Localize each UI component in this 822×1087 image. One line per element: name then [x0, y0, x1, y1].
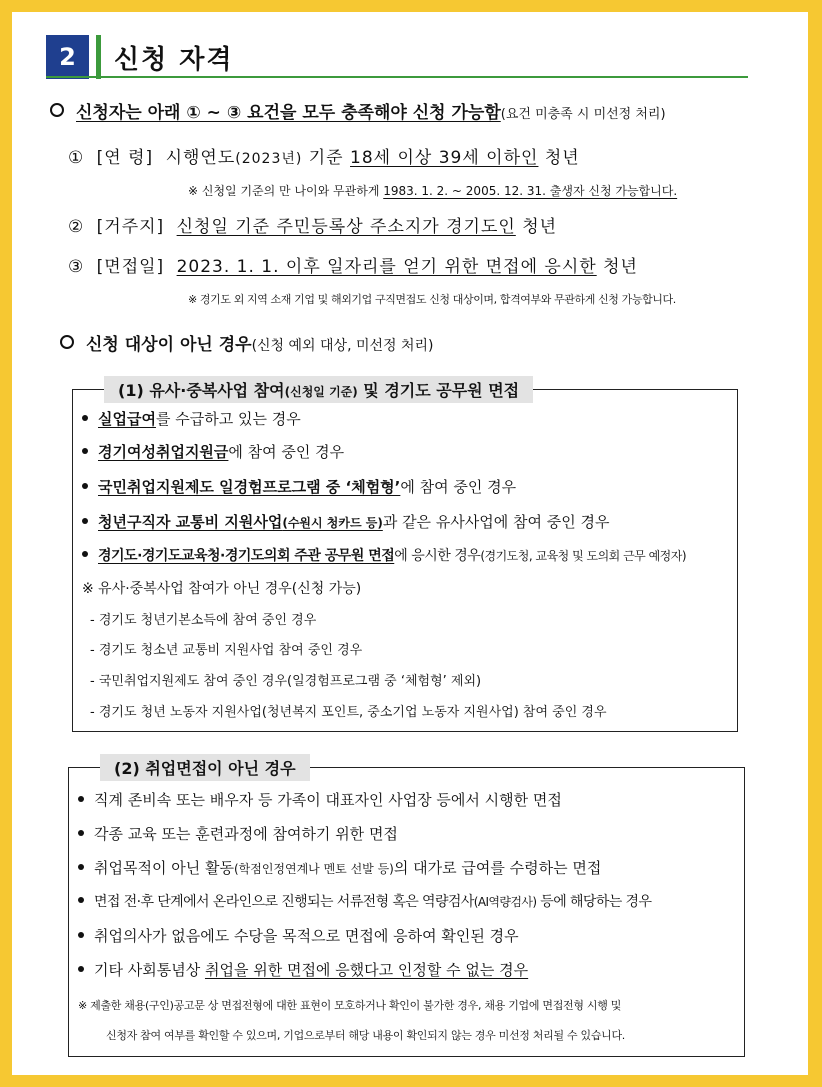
item-bold: 국민취업지원제도 일경험프로그램 중 ‘체험형’: [98, 478, 401, 496]
exclusion-heading: [60, 330, 434, 355]
bullet-icon: [78, 864, 84, 870]
item-text: 등에 해당하는 경우: [536, 894, 652, 910]
box-non-employment-title: (2) 취업면접이 아닌 경우: [100, 754, 310, 781]
dash-item: - 경기도 청소년 교통비 지원사업 참여 중인 경우: [90, 643, 363, 658]
requirement-label: [거주지]: [96, 217, 165, 237]
requirement-text: 청년: [538, 148, 580, 168]
item-bold: 경기여성취업지원금: [98, 443, 229, 461]
requirement-underlined: 2023. 1. 1. 이후 일자리를 얻기 위한 면접에 응시한: [176, 257, 597, 277]
section-divider: [46, 76, 748, 78]
list-item: [82, 476, 516, 497]
list-item: [78, 823, 398, 844]
bullet-icon: [82, 518, 88, 524]
circle-bullet-icon: [50, 103, 64, 117]
section-number: 2: [46, 35, 89, 79]
list-item: [78, 959, 528, 980]
bullet-icon: [82, 551, 88, 557]
section-accent-bar: [96, 35, 101, 79]
item-text: 과 같은 유사사업에 참여 중인 경우: [382, 513, 610, 531]
item-text: 면접 전·후 단계에서 온라인으로 진행되는 서류전형 혹은 역량검사: [94, 894, 474, 910]
item-small: (학점인정연계나 멘토 선발 등): [233, 862, 394, 876]
note-underlined: 1983. 1. 2. ~ 2005. 12. 31. 출생자 신청 가능합니다.: [383, 184, 678, 198]
list-item: [82, 408, 301, 429]
bullet-icon: [78, 932, 84, 938]
item-bold: 경기도·경기도교육청·경기도의회 주관 공무원 면접: [98, 548, 395, 564]
requirement-label: [연 령]: [96, 148, 154, 168]
requirement-text: 시행연도: [165, 148, 236, 168]
section-title: 신청 자격: [114, 45, 234, 75]
note-text: ※ 신청일 기준의 만 나이와 무관하게: [188, 184, 384, 198]
exclusion-note: (신청 예외 대상, 미선정 처리): [251, 338, 434, 354]
requirement-text: 청년: [515, 217, 558, 237]
dash-item: - 경기도 청년 노동자 지원사업(청년복지 포인트, 중소기업 노동자 지원사업) 참여 중인 경우: [90, 705, 607, 720]
requirement-text: 청년: [596, 257, 638, 277]
requirement-year: (2023년): [235, 151, 303, 167]
item-small: (AI역량검사): [473, 895, 537, 909]
item-small: (경기도청, 교육청 및 도의회 근무 예정자): [480, 549, 687, 563]
item-underlined: 취업을 위한 면접에 응했다고 인정할 수 없는 경우: [204, 961, 529, 979]
box1-note-title: ※ 유사·중복사업 참여가 아닌 경우(신청 가능): [82, 581, 362, 597]
box-title-small: (신청일 기준): [284, 385, 358, 399]
box-title-text: (1) 유사·중복사업 참여: [118, 381, 285, 400]
circle-bullet-icon: [60, 335, 74, 349]
intro-note: (요건 미충족 시 미선정 처리): [500, 107, 666, 122]
exclusion-main: 신청 대상이 아닌 경우: [86, 335, 252, 355]
document-page: [12, 12, 808, 1075]
list-item: [78, 789, 562, 810]
item-text: 취업목적이 아닌 활동: [94, 859, 234, 877]
requirement-interview-note: ※ 경기도 외 지역 소재 기업 및 해외기업 구직면접도 신청 대상이며, 합격여부와 무관하게 신청 가능합니다.: [188, 293, 676, 306]
intro-main: 신청자는 아래 ① ~ ③ 요건을 모두 충족해야 신청 가능함: [76, 103, 501, 123]
requirement-age-note: [188, 182, 677, 199]
requirement-residence: [68, 212, 557, 237]
item-text: 에 참여 중인 경우: [228, 443, 345, 461]
dash-item: - 국민취업지원제도 참여 중인 경우(일경험프로그램 중 ‘체험형’ 제외): [90, 674, 482, 689]
bullet-icon: [82, 483, 88, 489]
box-title-text: 및 경기도 공무원 면접: [357, 381, 520, 400]
item-bold-small: (수원시 청카드 등): [282, 516, 383, 530]
bullet-icon: [78, 966, 84, 972]
box-non-employment-interviews: [68, 767, 745, 1057]
box-duplicate-programs-title: [104, 376, 533, 403]
bullet-icon: [78, 897, 84, 903]
item-text: 직계 존비속 또는 배우자 등 가족이 대표자인 사업장 등에서 시행한 면접: [94, 791, 562, 809]
item-bold: 청년구직자 교통비 지원사업: [98, 513, 283, 531]
item-text: 기타 사회통념상: [94, 961, 205, 979]
list-item: [82, 511, 610, 532]
item-text: 를 수급하고 있는 경우: [155, 410, 301, 428]
list-item: [82, 441, 344, 462]
requirement-underlined: 신청일 기준 주민등록상 주소지가 경기도인: [176, 217, 516, 237]
requirement-text: 기준: [302, 148, 351, 168]
requirement-age: [68, 143, 580, 168]
item-text: 에 참여 중인 경우: [400, 478, 517, 496]
bullet-icon: [82, 448, 88, 454]
box2-note-line-2: 신청자 참여 여부를 확인할 수 있으며, 기업으로부터 해당 내용이 확인되지 않는 경우 미선정 처리될 수 있습니다.: [106, 1029, 626, 1042]
list-item: [78, 925, 519, 946]
requirement-underlined: 18세 이상 39세 이하인: [350, 148, 539, 168]
item-text: 에 응시한 경우: [394, 548, 481, 564]
requirement-marker: ①: [68, 148, 85, 168]
requirement-marker: ③: [68, 257, 85, 277]
list-item: [78, 891, 651, 911]
intro-line: [50, 98, 666, 123]
requirement-marker: ②: [68, 217, 85, 237]
box2-note-line-1: ※ 제출한 채용(구인)공고문 상 면접전형에 대한 표현이 모호하거나 확인이 불가한 경우, 채용 기업에 면접전형 시행 및: [78, 999, 622, 1012]
item-text: 취업의사가 없음에도 수당을 목적으로 면접에 응하여 확인된 경우: [94, 927, 519, 945]
item-text: 각종 교육 또는 훈련과정에 참여하기 위한 면접: [94, 825, 398, 843]
bullet-icon: [78, 796, 84, 802]
list-item: [82, 545, 686, 565]
bullet-icon: [82, 415, 88, 421]
item-bold: 실업급여: [98, 410, 156, 428]
list-item: [78, 857, 601, 878]
requirement-interview-date: [68, 252, 638, 277]
requirement-label: [면접일]: [96, 257, 165, 277]
item-text: 의 대가로 급여를 수령하는 면접: [393, 859, 602, 877]
bullet-icon: [78, 830, 84, 836]
dash-item: - 경기도 청년기본소득에 참여 중인 경우: [90, 613, 317, 628]
